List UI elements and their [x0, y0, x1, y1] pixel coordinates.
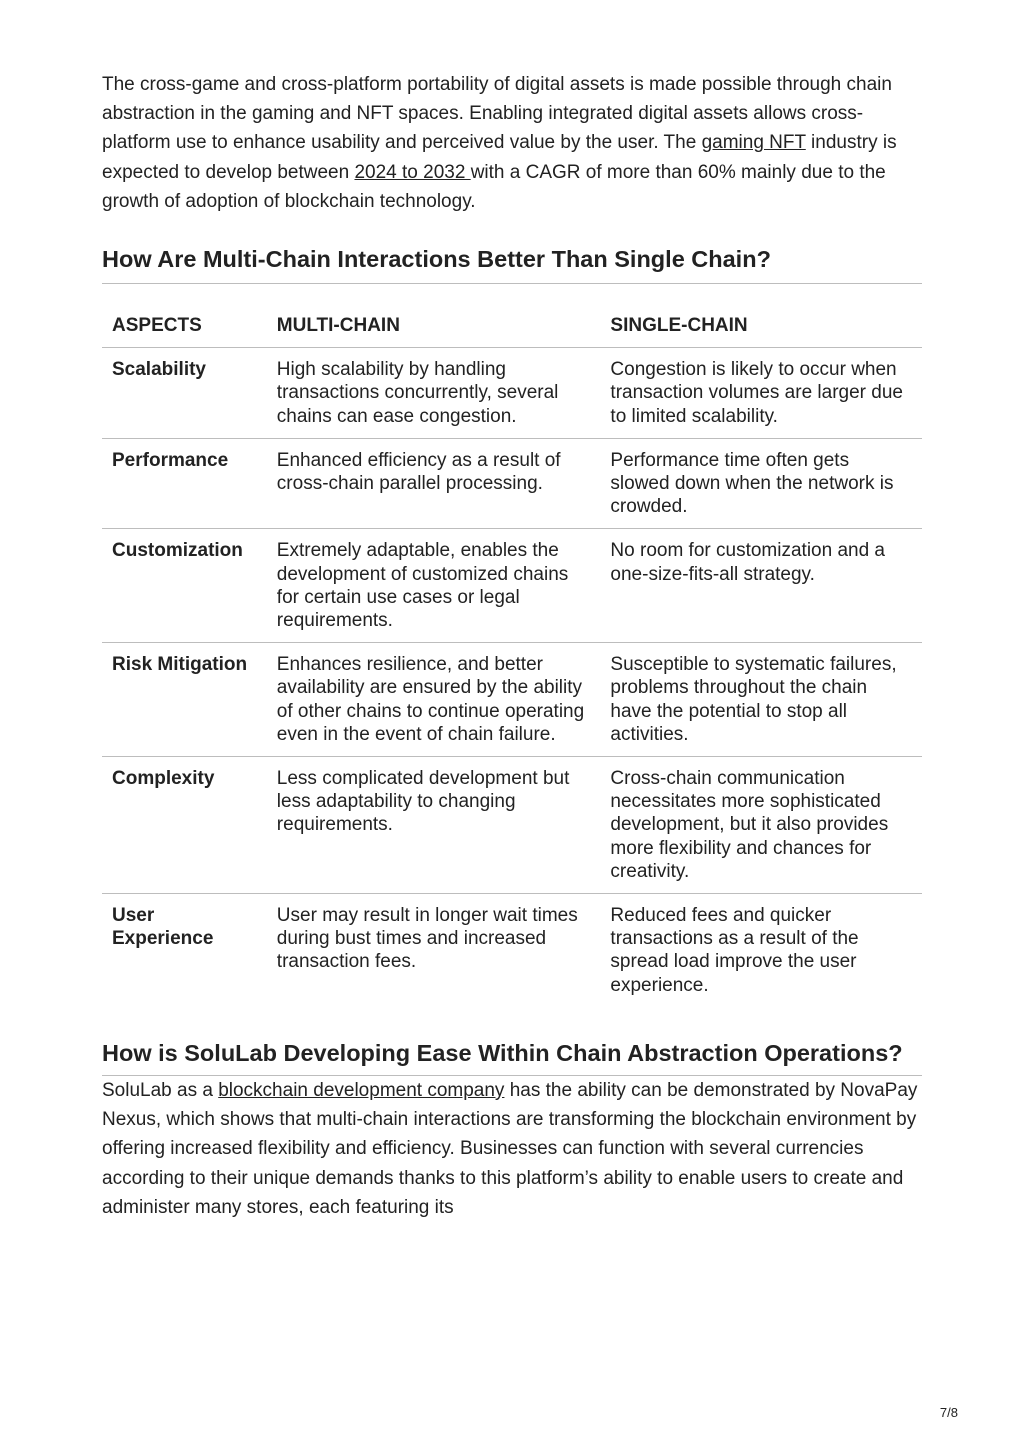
- blockchain-development-company-link[interactable]: blockchain development company: [218, 1079, 505, 1101]
- section-heading-multichain: How Are Multi-Chain Interactions Better Than Single Chain?: [102, 243, 922, 284]
- intro-paragraph: [102, 70, 922, 216]
- aspect-cell: User Experience: [112, 905, 214, 950]
- page-number: 7/8: [939, 1405, 958, 1420]
- multi-chain-cell: Enhances resilience, and better availability are ensured by the ability of other chains to continue operating even in the event of chain failure.: [267, 643, 601, 757]
- single-chain-cell: Reduced fees and quicker transactions as a result of the spread load improve the user experience.: [610, 905, 859, 996]
- year-range-link[interactable]: 2024 to 2032: [354, 161, 471, 183]
- header-multi-chain: MULTI-CHAIN: [267, 300, 601, 348]
- aspect-cell: Complexity: [102, 757, 267, 894]
- solulab-paragraph: [102, 1076, 922, 1222]
- gaming-nft-link[interactable]: gaming NFT: [701, 132, 806, 154]
- document-page: [102, 70, 922, 1222]
- intro-text-2: industry is expected to develop between: [102, 132, 897, 183]
- multi-chain-cell: High scalability by handling transactions concurrently, several chains can ease congestion.: [267, 348, 601, 439]
- header-single-chain: SINGLE-CHAIN: [600, 300, 922, 348]
- table-row: [102, 348, 922, 439]
- single-chain-cell: Congestion is likely to occur when transaction volumes are larger due to limited scalability.: [600, 348, 922, 439]
- table-row: [102, 643, 922, 757]
- aspect-cell: Risk Mitigation: [102, 643, 267, 757]
- intro-text-1: The cross-game and cross-platform portability of digital assets is made possible through chain abstraction in the gaming and NFT spaces. Enabling integrated digital assets allows cross-platform use to enhance usability and perceived value by the user. The: [102, 74, 892, 154]
- multi-chain-cell: Enhanced efficiency as a result of cross-chain parallel processing.: [267, 438, 601, 529]
- aspect-cell: Scalability: [102, 348, 267, 439]
- single-chain-cell: Cross-chain communication necessitates more sophisticated development, but it also provides more flexibility and chances for creativity.: [600, 757, 922, 894]
- section-heading-solulab: How is SoluLab Developing Ease Within Chain Abstraction Operations?: [102, 1037, 922, 1076]
- aspect-cell: Performance: [102, 438, 267, 529]
- multi-chain-cell: Extremely adaptable, enables the development of customized chains for certain use cases or legal requirements.: [267, 529, 601, 643]
- solulab-text-2: has the ability can be demonstrated by NovaPay Nexus, which shows that multi-chain interactions are transforming the blockchain environment by offering increased flexibility and efficiency. Businesses can function with several currencies according to their unique demands thanks to this platform’s ability to enable users to create and administer many stores, each featuring its: [102, 1079, 918, 1218]
- intro-text-3: with a CAGR of more than 60% mainly due to the growth of adoption of blockchain technology.: [102, 161, 886, 212]
- table-row: [102, 894, 922, 1007]
- single-chain-cell: Performance time often gets slowed down when the network is crowded.: [600, 438, 922, 529]
- table-row: [102, 757, 922, 894]
- multi-chain-cell: Less complicated development but less adaptability to changing requirements.: [267, 757, 601, 894]
- table-header-row: [102, 300, 922, 348]
- header-aspects: ASPECTS: [102, 300, 267, 348]
- table-row: [102, 529, 922, 643]
- aspect-cell: Customization: [102, 529, 267, 643]
- solulab-text-1: SoluLab as a: [102, 1079, 219, 1101]
- single-chain-cell: Susceptible to systematic failures, problems throughout the chain have the potential to stop all activities.: [600, 643, 922, 757]
- single-chain-cell: No room for customization and a one-size-fits-all strategy.: [600, 529, 922, 643]
- multi-chain-cell: User may result in longer wait times during bust times and increased transaction fees.: [276, 905, 578, 973]
- comparison-table: [102, 300, 922, 1007]
- table-row: [102, 438, 922, 529]
